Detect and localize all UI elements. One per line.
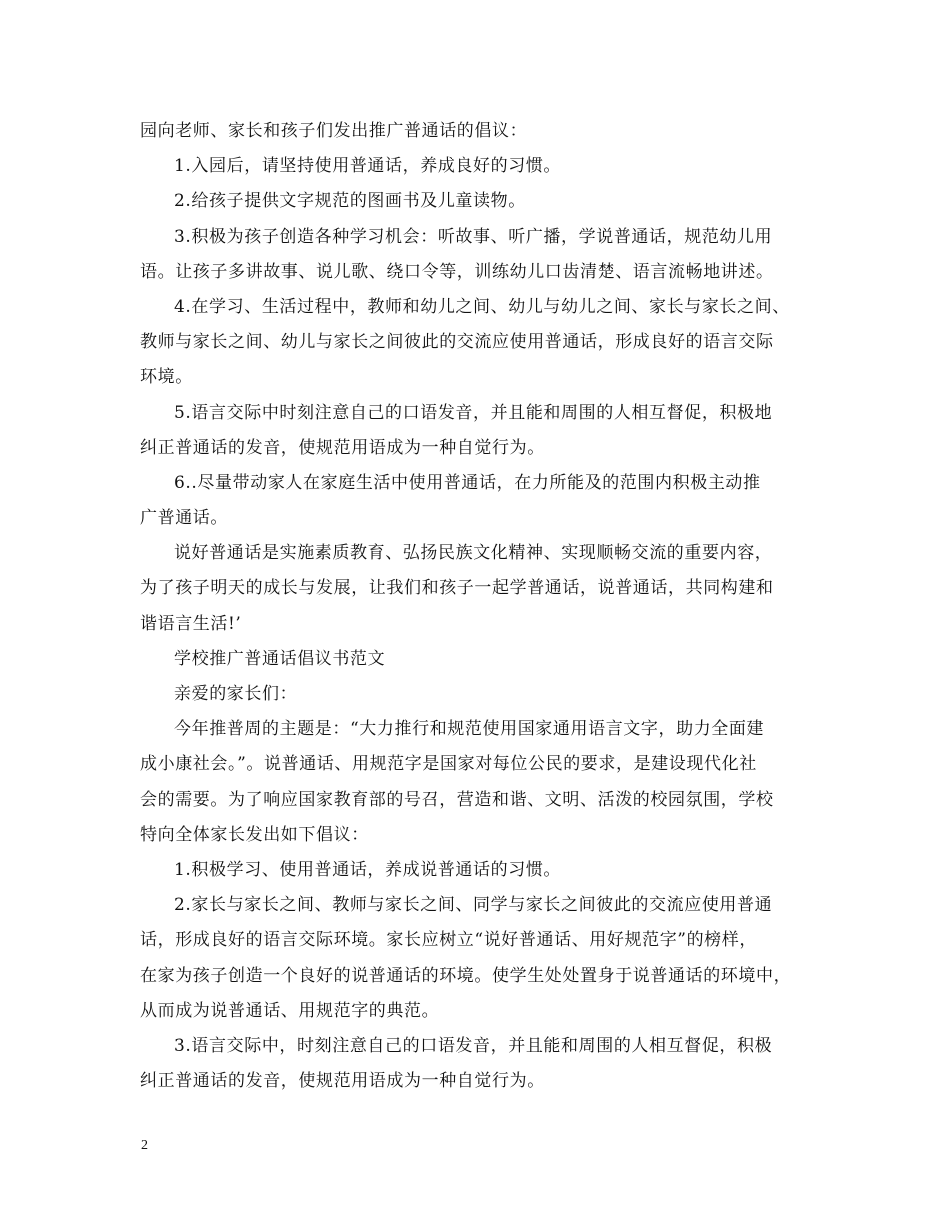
text-line: 5.语言交际中时刻注意自己的口语发音，并且能和周围的人相互督促，积极地 [174,402,773,423]
section-heading: 学校推广普通话倡议书范文 [174,648,386,669]
text-line: 纠正普通话的发音，使规范用语成为一种自觉行为。 [140,1071,545,1092]
text-line: 在家为孩子创造一个良好的说普通话的环境。使学生处处置身于说普通话的环境中， [140,965,792,986]
text-line: 话，形成良好的语言交际环境。家长应树立“说好普通话、用好规范字”的榜样， [140,930,757,951]
document-body [140,114,820,1099]
text-line: 会的需要。为了响应国家教育部的号召，营造和谐、文明、活泼的校园氛围，学校 [140,789,774,810]
text-line: 广普通话。 [140,508,228,529]
page-number: 2 [141,1138,148,1153]
text-line: 4.在学习、生活过程中，教师和幼儿之间、幼儿与幼儿之间、家长与家长之间、 [174,296,790,317]
text-line: 语。让孩子多讲故事、说儿歌、绕口令等，训练幼儿口齿清楚、语言流畅地讲述。 [140,261,774,282]
text-line: 1.积极学习、使用普通话，养成说普通话的习惯。 [174,859,562,880]
text-line: 特向全体家长发出如下倡议： [140,824,369,845]
text-line: 环境。 [140,367,193,388]
salutation: 亲爱的家长们： [174,684,298,704]
text-line: 今年推普周的主题是：“大力推行和规范使用国家通用语言文字，助力全面建 [174,719,765,740]
text-line: 谐语言生活!’ [140,613,242,634]
text-line: 1.入园后，请坚持使用普通话，养成良好的习惯。 [174,156,562,177]
text-line: 3.积极为孩子创造各种学习机会：听故事、听广播，学说普通话，规范幼儿用 [174,226,773,247]
text-line: 为了孩子明天的成长与发展，让我们和孩子一起学普通话，说普通话，共同构建和 [140,578,774,599]
text-line: 纠正普通话的发音，使规范用语成为一种自觉行为。 [140,437,545,458]
text-line: 成小康社会。”。说普通话、用规范字是国家对每位公民的要求，是建设现代化社 [140,754,757,775]
text-line: 2.给孩子提供文字规范的图画书及儿童读物。 [174,191,526,212]
text-line: 3.语言交际中，时刻注意自己的口语发音，并且能和周围的人相互督促，积极 [174,1035,773,1056]
text-line: 说好普通话是实施素质教育、弘扬民族文化精神、实现顺畅交流的重要内容， [174,543,773,564]
text-line: 园向老师、家长和孩子们发出推广普通话的倡议： [140,121,528,141]
text-line: 教师与家长之间、幼儿与家长之间彼此的交流应使用普通话，形成良好的语言交际 [140,332,774,353]
text-line: 从而成为说普通话、用规范字的典范。 [140,1000,440,1021]
text-line: 6..尽量带动家人在家庭生活中使用普通话，在力所能及的范围内积极主动推 [174,472,761,493]
text-line: 2.家长与家长之间、教师与家长之间、同学与家长之间彼此的交流应使用普通 [174,895,773,916]
